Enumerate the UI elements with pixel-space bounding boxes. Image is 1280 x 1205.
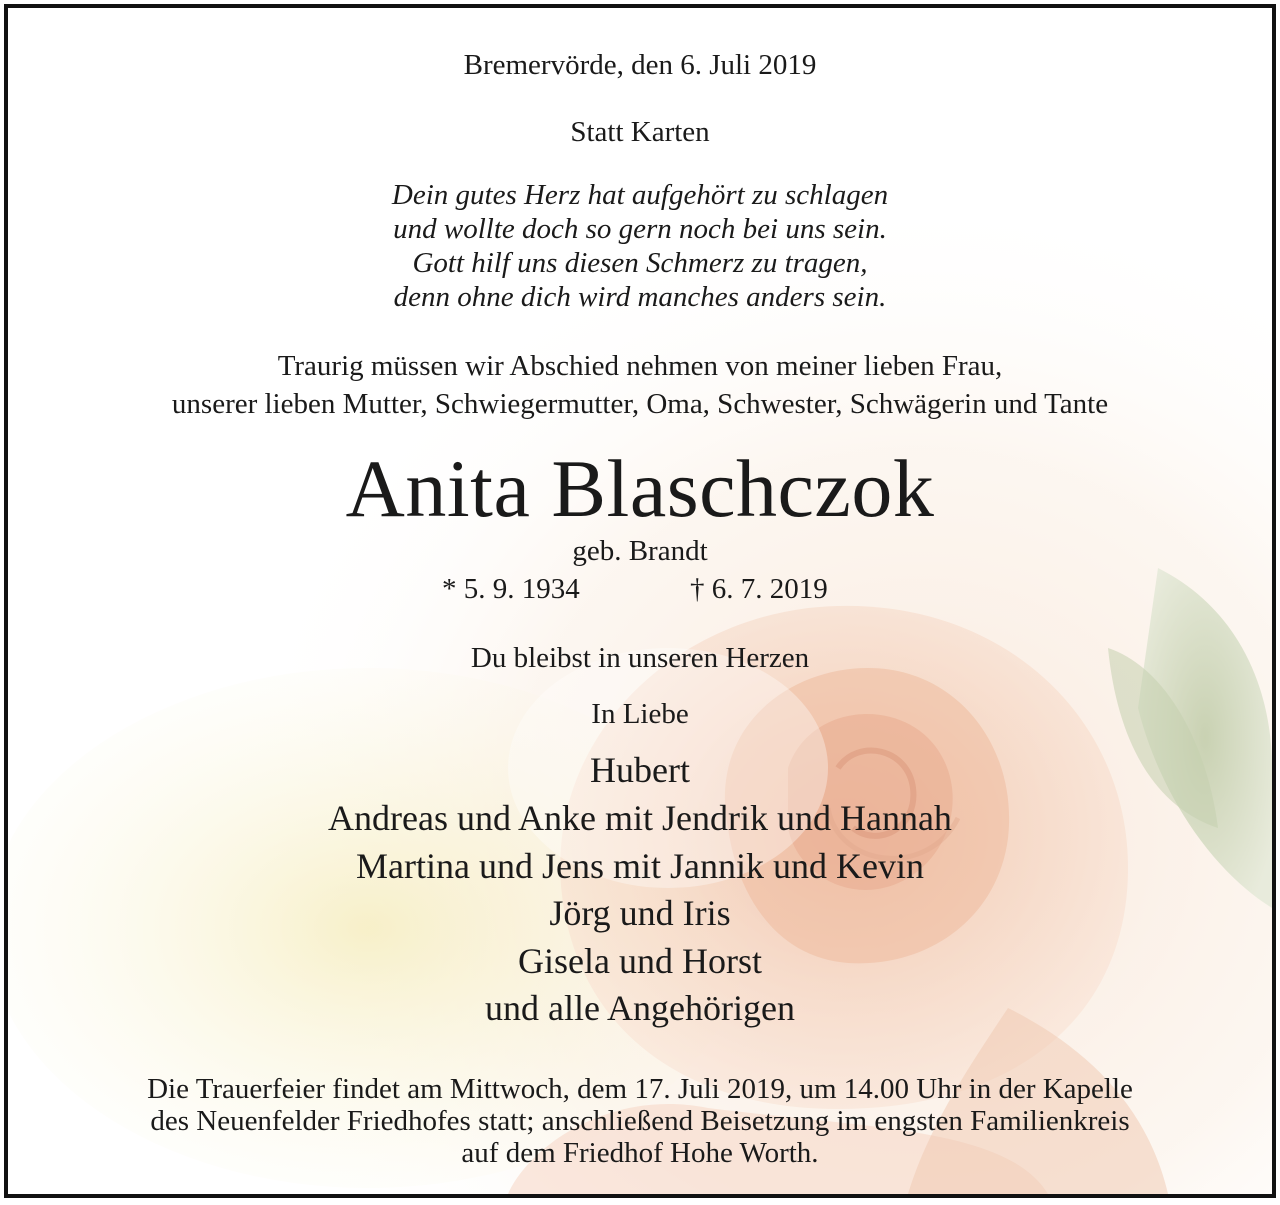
obituary-content [8,8,1272,1194]
service-line: Die Trauerfeier findet am Mittwoch, dem 17. Juli 2019, um 14.00 Uhr in der Kapelle [147,1073,1133,1105]
death-date: † 6. 7. 2019 [690,573,828,605]
poem-line: Dein gutes Herz hat aufgehört zu schlagen [391,179,889,211]
farewell-text: Du bleibst in unseren Herzen [470,642,810,674]
maiden-name: geb. Brandt [572,535,708,567]
deceased-name: Anita Blaschczok [345,443,935,534]
family-line: Andreas und Anke mit Jendrik und Hannah [328,798,952,838]
service-line: des Neuenfelder Friedhofes statt; anschließend Beisetzung im engsten Familienkreis [150,1105,1130,1137]
intro-line: unserer lieben Mutter, Schwiegermutter, Oma, Schwester, Schwägerin und Tante [171,388,1109,420]
in-liebe: In Liebe [591,698,689,730]
family-line: und alle Angehörigen [485,988,795,1028]
place-date: Bremervörde, den 6. Juli 2019 [463,49,817,81]
poem-line: denn ohne dich wird manches anders sein. [393,281,887,313]
intro-line: Traurig müssen wir Abschied nehmen von meiner lieben Frau, [277,350,1003,382]
family-line: Jörg und Iris [549,893,731,933]
family-line: Gisela und Horst [518,941,762,981]
family-line: Hubert [590,750,690,790]
family-line: Martina und Jens mit Jannik und Kevin [356,846,924,886]
obituary-frame [4,4,1276,1198]
poem-line: Gott hilf uns diesen Schmerz zu tragen, [412,247,868,279]
statt-karten: Statt Karten [570,116,710,148]
service-line: auf dem Friedhof Hohe Worth. [461,1137,819,1169]
poem-line: und wollte doch so gern noch bei uns sein. [393,213,887,245]
birth-date: * 5. 9. 1934 [442,573,580,605]
